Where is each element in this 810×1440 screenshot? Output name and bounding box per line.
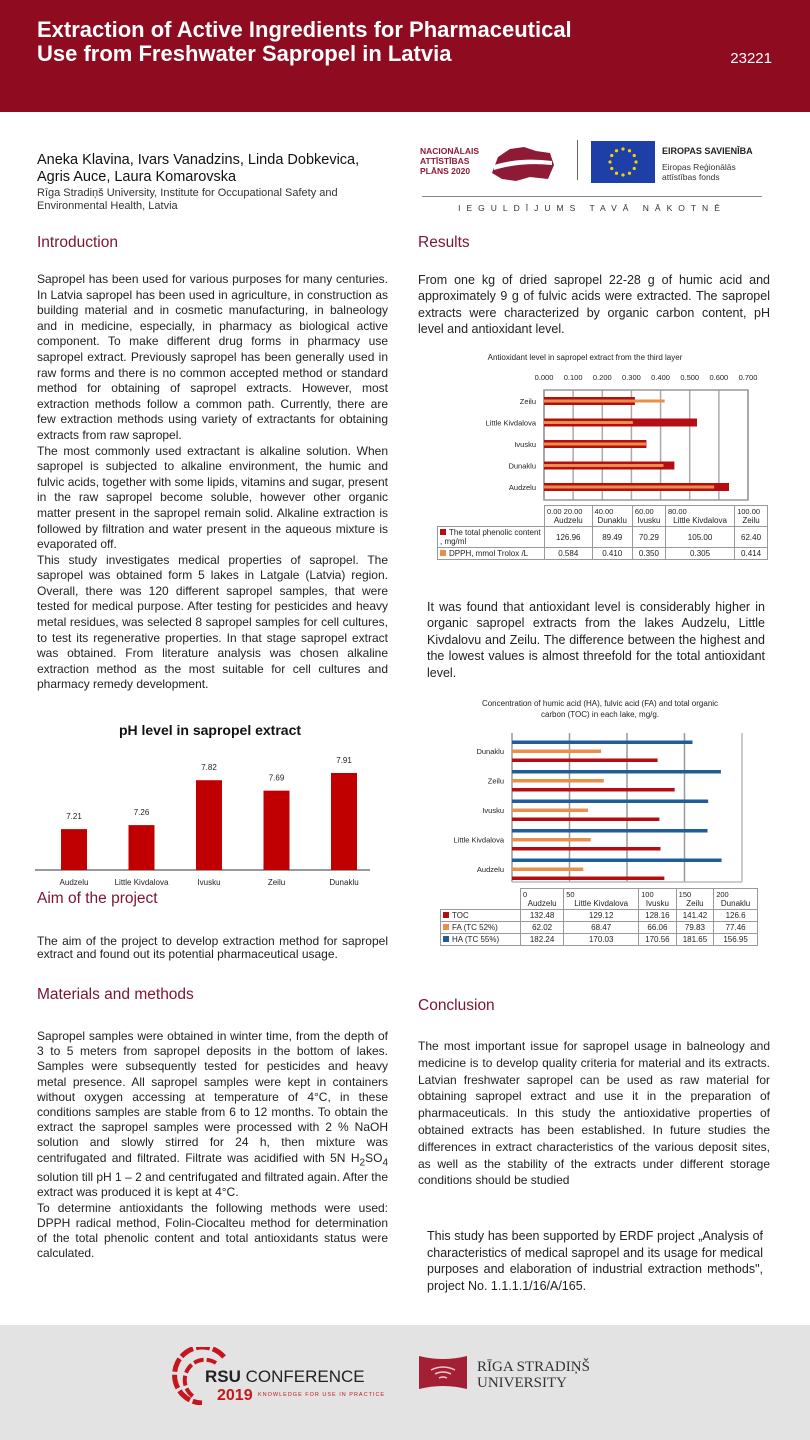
- table-header-cell: 0.00 20.00 Audzelu: [545, 506, 593, 527]
- table-cell: 182.24: [521, 934, 564, 946]
- legend-cell: The total phenolic content , mg/ml: [438, 527, 545, 548]
- table-header-cell: 60.00 Ivusku: [632, 506, 665, 527]
- top-axis-tick: 0.600: [709, 373, 729, 382]
- table-header-cell: 100.00 Zeilu: [735, 506, 768, 527]
- category-label: Dunaklu: [508, 461, 536, 471]
- table-row: [441, 910, 758, 922]
- eu-fund: [662, 162, 736, 182]
- table-header-cell: 50 Little Kivdalova: [564, 889, 639, 910]
- dpph-bar: [544, 486, 714, 489]
- ph-value-label: 7.21: [66, 812, 82, 822]
- bottom-axis-tick: 0.00 20.00: [547, 507, 583, 516]
- series-bar-fa: [512, 838, 591, 842]
- eu-fund-line: attīstības fonds: [662, 172, 720, 182]
- series-bar-ha: [512, 741, 692, 745]
- conference-year: 2019: [217, 1387, 253, 1404]
- x-axis-tick: 100: [641, 890, 654, 899]
- table-cell: 0.305: [665, 548, 734, 560]
- conclusion-text: The most important issue for sapropel usage in balneology and medicine is to develop quality criteria for material and its extracts. Latvian freshwater sapropel can be used as raw material for obtaining sapropel extract and use it in the preparation of pharmaceuticals. In this study the antioxidative properties of obtained extracts has been established. In future studies the differences in extract characteristics of the various deposit sites, as well as the stability of the extracts under different storage conditions should be studied: [418, 1039, 770, 1188]
- results-text-2: It was found that antioxidant level is considerably higher in organic sapropel extracts from the lakes Audzelu, Little Kivdalovu and Zeilu. The difference between the highest and the lowest values is almost threefold for the total antioxidant level.: [427, 600, 765, 680]
- table-cell: 0.414: [735, 548, 768, 560]
- eu-star: [610, 154, 613, 157]
- ph-bar: [331, 773, 357, 870]
- table-header-row: [438, 506, 768, 527]
- nap-line: PLĀNS 2020: [420, 166, 471, 176]
- nap-line: NACIONĀLAIS: [420, 146, 480, 156]
- authors: Aneka Klavina, Ivars Vanadzins, Linda Dobkevica, Agris Auce, Laura Komarovska: [37, 152, 360, 185]
- dpph-bar: [544, 421, 633, 424]
- series-bar-ha: [512, 800, 708, 804]
- methods-text: [37, 1029, 388, 1261]
- category-label: Little Kivdalova: [453, 835, 504, 845]
- x-axis-tick: 150: [678, 890, 692, 899]
- series-bar-toc: [512, 759, 658, 763]
- table-header-cell: 80.00 Little Kivdalova: [665, 506, 734, 527]
- eu-star: [634, 160, 637, 163]
- ph-value-label: 7.26: [133, 808, 150, 818]
- antioxidant-chart-title: Antioxidant level in sapropel extract from the third layer: [487, 353, 683, 362]
- aim-heading: Aim of the project: [37, 890, 158, 907]
- table-cell: 66.06: [639, 922, 677, 934]
- category-label: Zeilu: [487, 776, 504, 786]
- eu-star: [628, 149, 631, 152]
- table-row: [438, 527, 768, 548]
- table-cell: 170.56: [639, 934, 677, 946]
- table-header-cell: 40.00 Dunaklu: [592, 506, 632, 527]
- table-cell: 0.410: [592, 548, 632, 560]
- series-bar-toc: [512, 788, 675, 792]
- intro-paragraph: Sapropel has been used for various purposes for many centuries. In Latvia sapropel has been used in agriculture, in construction as building material and in cosmetic manufacturing, in balneology and in medicine, especially, in pharmacy as biological active component. To make different drug forms in pharmacy use sapropel extract. Previously sapropel has been generally used in raw forms and there is no common accepted method or standard method for obtaining of sapropel extracts. However, most extraction methods follow a common path. Currently, there are few extraction methods using variety of extractants for obtaining extracts from raw sapropel.: [37, 272, 388, 442]
- table-cell: 0.584: [545, 548, 593, 560]
- eu-star: [633, 167, 636, 170]
- ph-category-label: Dunaklu: [329, 878, 359, 887]
- eu-star: [621, 173, 624, 176]
- table-cell: 181.65: [676, 934, 714, 946]
- eu-star: [628, 172, 631, 175]
- humic-data-table: [440, 888, 758, 946]
- dpph-bar: [544, 464, 663, 467]
- poster-code: 23221: [730, 50, 772, 67]
- dpph-bar: [544, 400, 665, 403]
- eu-flag-icon: [591, 141, 655, 183]
- table-cell: 79.83: [676, 922, 714, 934]
- series-bar-ha: [512, 859, 722, 863]
- introduction-text: [37, 272, 388, 693]
- series-bar-fa: [512, 868, 583, 872]
- top-axis-tick: 0.500: [680, 373, 700, 382]
- top-axis-tick: 0.300: [622, 373, 641, 382]
- series-bar-fa: [512, 809, 588, 813]
- support-text: This study has been supported by ERDF project „Analysis of characteristics of medical sapropel and its usage for medical purposes and elaboration of industrial extraction methods", project No. 1.1.1.1/16/A/165.: [427, 1229, 763, 1293]
- series-bar-fa: [512, 750, 601, 754]
- table-header-cell: 0 Audzelu: [521, 889, 564, 910]
- ph-bar: [196, 780, 222, 870]
- conference-name: RSU CONFERENCE: [205, 1367, 365, 1386]
- top-axis-tick: 0.700: [738, 373, 758, 382]
- bottom-axis-tick: 100.00: [737, 507, 761, 516]
- ph-value-label: 7.82: [201, 763, 217, 773]
- series-bar-toc: [512, 877, 664, 881]
- eu-star: [615, 172, 618, 175]
- nap-logo-text: [420, 146, 479, 176]
- table-header-row: [441, 889, 758, 910]
- legend-cell: TOC: [441, 910, 521, 922]
- ph-chart: [30, 740, 370, 895]
- ph-bar: [264, 791, 290, 870]
- bottom-axis-tick: 40.00: [594, 507, 614, 516]
- ph-category-label: Little Kivdalova: [114, 878, 169, 887]
- series-bar-ha: [512, 770, 721, 774]
- table-cell: 105.00: [665, 527, 734, 548]
- logo-divider: [577, 140, 578, 180]
- eu-star: [621, 147, 624, 150]
- category-label: Ivusku: [482, 806, 504, 815]
- results-heading: Results: [418, 234, 470, 251]
- table-cell: 70.29: [632, 527, 665, 548]
- intro-paragraph: This study investigates medical properties of sapropel. The sapropel was obtained form 5 lakes in Latgale (Latvia) region. Overall, there was 120 different sapropel samples, that were tested for medical purpose. After testing for pesticides and heavy metal residues, was selected 8 sapropel samples for cell cultures, to test its regenerative properties. In that stage sapropel extract was obtained. From literature analysis was chosen alkaline extraction method as the most suitable for cell cultures and pharmacy remedy development.: [37, 552, 388, 692]
- legend-cell: FA (TC 52%): [441, 922, 521, 934]
- category-label: Zeilu: [519, 397, 536, 406]
- table-row: [441, 934, 758, 946]
- introduction-heading: Introduction: [37, 234, 118, 251]
- poster-footer: [0, 1325, 810, 1440]
- antioxidant-data-table: [437, 505, 768, 560]
- ph-bar: [61, 829, 87, 870]
- top-axis-tick: 0.100: [563, 373, 583, 382]
- bottom-axis-tick: 60.00: [634, 507, 654, 516]
- series-bar-fa: [512, 779, 604, 783]
- slogan: IEGULDĪJUMS TAVĀ NĀKOTNĒ: [458, 203, 726, 213]
- table-cell: 170.03: [564, 934, 639, 946]
- category-label: Little Kivdalova: [485, 418, 536, 428]
- antioxidant-chart: [420, 368, 810, 508]
- methods-paragraph: To determine antioxidants the following methods were used: DPPH radical method, Folin-Ciocalteu method for determination of the total phenolic content and total antioxidants status were calculated.: [37, 1200, 388, 1261]
- latvia-map-icon: [490, 143, 556, 183]
- bottom-axis-tick: 80.00: [667, 507, 687, 516]
- results-text-1: From one kg of dried sapropel 22-28 g of humic acid and approximately 9 g of fulvic acids were extracted. The sapropel extracts were characterized by organic carbon content, pH level and antioxidant level.: [418, 273, 770, 337]
- series-bar-toc: [512, 847, 660, 851]
- ph-category-label: Ivusku: [197, 878, 221, 887]
- eu-star: [610, 167, 613, 170]
- methods-paragraph: Sapropel samples were obtained in winter time, from the depth of 3 to 5 meters from sapropel deposits in the bottom of lakes. Samples were subsequently tested for pesticides and heavy metal presence. All sapropel samples were kept in containers without oxygen accessing at temperature of 4°C, in these conditions samples are stable from 6 to 12 months. To obtain the extract the sapropel samples were processed with 2 % NaOH solution and slowly stirred for 24 h, then mixture was centrifugated and filtrated. Filtrate was acidified with 5N $H_2SO_4$ solution till pH 1 – 2 and centrifugated and filtrated again. After the extract was produced it is kept at 4°C.: [37, 1029, 388, 1200]
- table-cell: 156.95: [714, 934, 758, 946]
- table-cell: 89.49: [592, 527, 632, 548]
- category-label: Audzelu: [508, 483, 536, 492]
- table-cell: 62.02: [521, 922, 564, 934]
- table-row: [441, 922, 758, 934]
- table-cell: 0.350: [632, 548, 665, 560]
- category-label: Audzelu: [476, 865, 504, 874]
- humic-chart-title: Concentration of humic acid (HA), fulvic acid (FA) and total organic carbon (TOC) in each lake, mg/g.: [481, 699, 719, 719]
- dpph-bar: [544, 443, 646, 446]
- top-axis-tick: 0.200: [592, 373, 612, 382]
- x-axis-tick: 50: [566, 890, 575, 899]
- top-axis-tick: 0.400: [651, 373, 670, 382]
- aim-text: The aim of the project to develop extraction method for sapropel extract and found out its potential pharmaceutical usage.: [37, 934, 388, 961]
- table-cell: 126.6: [714, 910, 758, 922]
- university-name: RĪGA STRADIŅŠ UNIVERSITY: [477, 1359, 590, 1391]
- intro-paragraph: The most commonly used extractant is alkaline solution. When sapropel is subjected to alkaline environment, the humic and fulvic acids, together with some lipids, vitamins and sugar, present in the raw sapropel become soluble, however other organic matter present in the sapropel remain solid. Alkaline extraction is followed by filtration and water present in the aqueous mixture is evaporated off.: [37, 443, 388, 552]
- conclusion-heading: Conclusion: [418, 997, 495, 1014]
- table-header-cell: 150 Zeilu: [676, 889, 714, 910]
- ph-bar: [129, 825, 155, 870]
- methods-heading: Materials and methods: [37, 986, 194, 1003]
- table-header-cell: 200 Dunaklu: [714, 889, 758, 910]
- ph-value-label: 7.91: [336, 756, 352, 765]
- x-axis-tick: 0: [523, 890, 528, 899]
- table-cell: 62.40: [735, 527, 768, 548]
- eu-star: [608, 160, 611, 163]
- table-cell: 68.47: [564, 922, 639, 934]
- table-header-cell: 100 Ivusku: [639, 889, 677, 910]
- ph-value-label: 7.69: [268, 773, 285, 783]
- humic-chart: [420, 725, 810, 890]
- table-cell: 132.48: [521, 910, 564, 922]
- eu-fund-line: Eiropas Reģionālās: [662, 162, 736, 172]
- table-cell: 128.16: [639, 910, 677, 922]
- table-cell: 77.46: [714, 922, 758, 934]
- table-cell: 141.42: [676, 910, 714, 922]
- poster-title: Extraction of Active Ingredients for Pharmaceutical Use from Freshwater Sapropel in Latvia: [37, 17, 572, 66]
- table-cell: 129.12: [564, 910, 639, 922]
- ph-category-label: Zeilu: [267, 878, 286, 887]
- x-axis-tick: 200: [716, 890, 729, 899]
- logo-rule: [422, 196, 762, 197]
- table-cell: 126.96: [545, 527, 593, 548]
- legend-cell: HA (TC 55%): [441, 934, 521, 946]
- series-bar-toc: [512, 818, 659, 822]
- nap-line: ATTĪSTĪBAS: [420, 156, 470, 166]
- poster-header: [0, 0, 810, 112]
- conference-tagline: KNOWLEDGE FOR USE IN PRACTICE: [258, 1392, 386, 1398]
- series-bar-ha: [512, 829, 708, 833]
- ph-chart-title: pH level in sapropel extract: [118, 722, 302, 738]
- eu-title: EIROPAS SAVIENĪBA: [662, 146, 753, 156]
- top-axis-tick: 0.000: [534, 373, 554, 382]
- affiliation: Rīga Stradiņš University, Institute for Occupational Safety and Environmental Health, Latvia: [37, 187, 338, 212]
- category-label: Ivusku: [514, 440, 536, 449]
- eu-star: [633, 154, 636, 157]
- table-row: [438, 548, 768, 560]
- legend-cell: DPPH, mmol Trolox /L: [438, 548, 545, 560]
- category-label: Dunaklu: [476, 747, 504, 756]
- eu-star: [615, 149, 618, 152]
- rsu-university-logo-icon: [419, 1356, 467, 1389]
- ph-category-label: Audzelu: [59, 878, 89, 887]
